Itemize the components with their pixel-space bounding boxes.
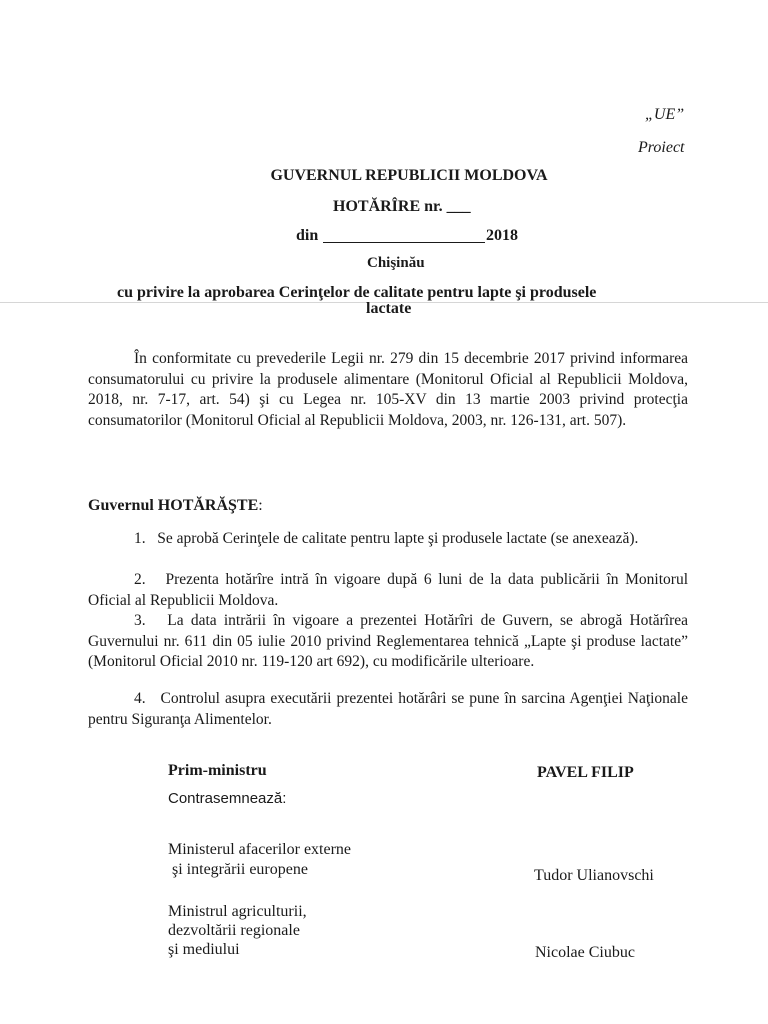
subject-line-1: cu privire la aprobarea Cerinţelor de calitate pentru lapte şi produsele xyxy=(117,284,597,301)
minister2-line1: Ministrul agriculturii, xyxy=(168,903,307,920)
article-text: Se aprobă Cerinţele de calitate pentru lapte şi produsele lactate (se anexează). xyxy=(157,530,639,547)
decides-prefix: Guvernul xyxy=(88,497,158,514)
decision-number: HOTĂRÎRE nr. ___ xyxy=(333,198,471,215)
decides-verb: HOTĂRĂŞTE xyxy=(157,497,259,514)
article-text: Prezenta hotărîre intră în vigoare după 6 luni de la data publicării în Monitorul Oficial al Republicii Moldova. xyxy=(88,571,689,609)
date-year: 2018 xyxy=(486,227,518,244)
article-number: 4. xyxy=(134,690,146,707)
minister1-line2: şi integrării europene xyxy=(168,861,308,878)
minister1-line1: Ministerul afacerilor externe xyxy=(168,841,352,858)
minister1-name: Tudor Ulianovschi xyxy=(534,867,654,884)
minister2-name: Nicolae Ciubuc xyxy=(535,944,635,961)
article-number: 2. xyxy=(134,571,146,588)
pm-name: PAVEL FILIP xyxy=(537,764,634,781)
place: Chişinău xyxy=(367,255,425,271)
article-number: 1. xyxy=(134,530,146,547)
countersign-label: Contrasemnează: xyxy=(168,790,287,807)
article-text: La data intrării în vigoare a prezentei Hotărîri de Guvern, se abrogă Hotărîrea Guvernului nr. 611 din 05 iulie 2010 privind Reglementarea tehnică „Lapte şi produse lactate” (Monitorul Oficial 2010 nr. 119-120 art 692), cu modificările ulterioare. xyxy=(88,612,688,670)
article-3 xyxy=(88,611,688,673)
decides-suffix: : xyxy=(258,497,263,514)
government-title: GUVERNUL REPUBLICII MOLDOVA xyxy=(270,167,548,184)
date-blank-line xyxy=(323,242,485,243)
preamble: În conformitate cu prevederile Legii nr. 279 din 15 decembrie 2017 privind informarea consumatorului cu privire la produsele alimentare (Monitorul Oficial al Republicii Moldova, 2018, nr. 7-17, art. 54) şi cu Legea nr. 105-XV din 13 martie 2003 privind protecţia consumatorilor (Monitorul Oficial al Republicii Moldova, 2003, nr. 126-131, art. 507). xyxy=(88,350,688,429)
article-1 xyxy=(88,529,688,550)
article-2 xyxy=(88,570,688,611)
header-status: Proiect xyxy=(638,139,685,156)
pm-title: Prim-ministru xyxy=(168,762,267,779)
minister2-line2: dezvoltării regionale xyxy=(168,922,300,939)
article-text: Controlul asupra executării prezentei hotărâri se pune în sarcina Agenţiei Naţionale pentru Siguranţa Alimentelor. xyxy=(88,690,688,728)
header-tag: „UE” xyxy=(645,106,685,123)
decides-heading xyxy=(88,497,263,515)
article-number: 3. xyxy=(134,612,146,629)
minister2-line3: şi mediului xyxy=(168,941,240,958)
article-4 xyxy=(88,689,688,730)
date-prefix: din xyxy=(296,227,319,244)
subject-line-2: lactate xyxy=(366,300,412,317)
